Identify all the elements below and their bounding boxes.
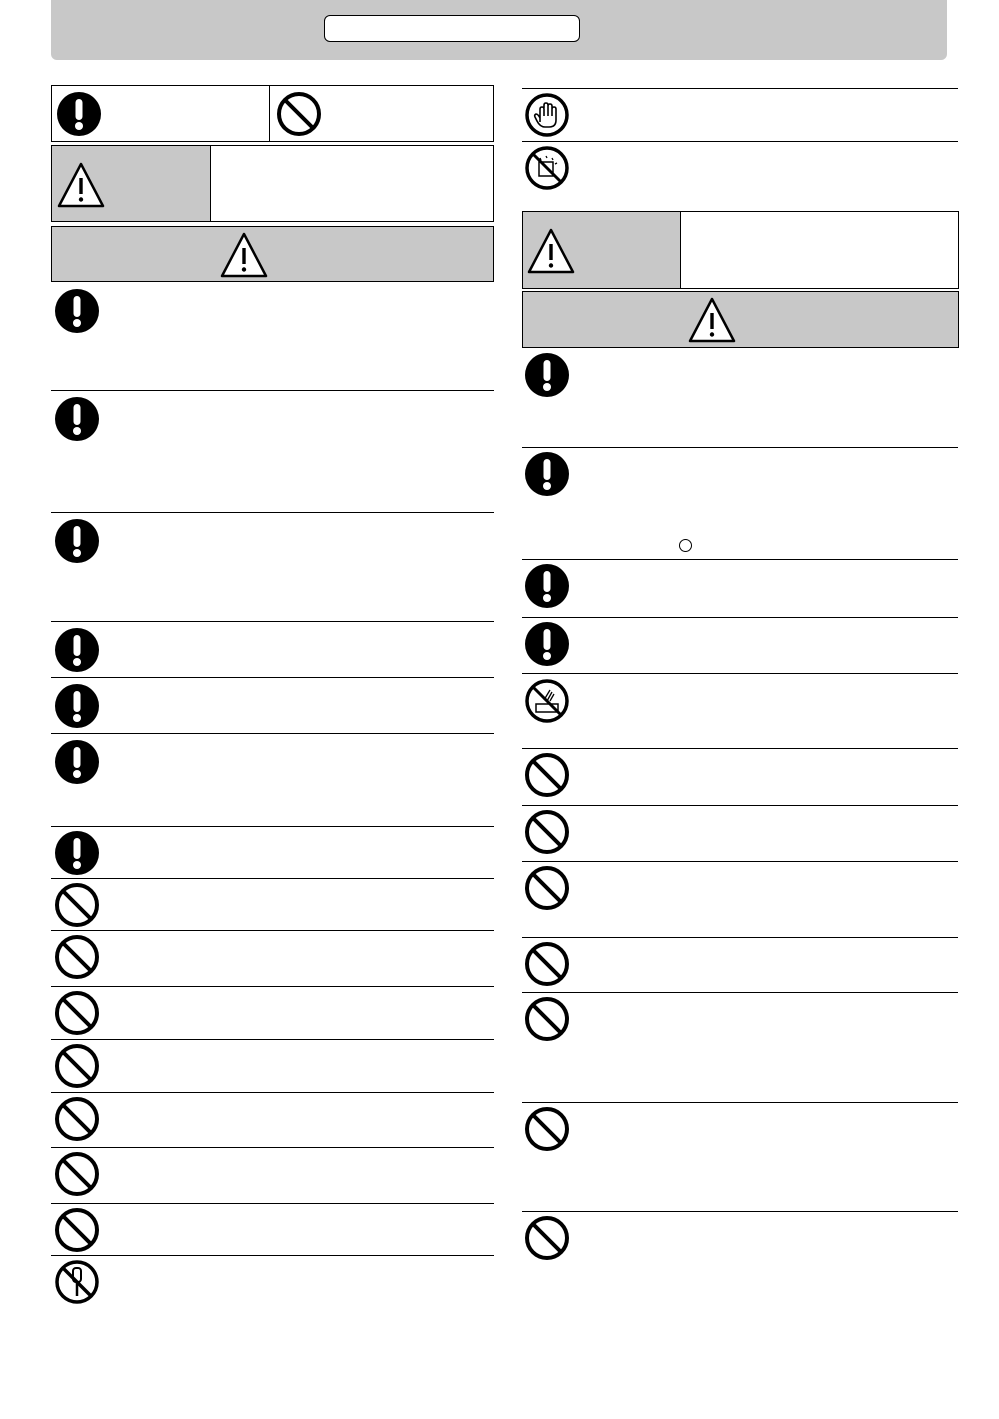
item-separator [522, 673, 958, 674]
caution-definition-box [51, 145, 494, 222]
no-wet-environment-icon [524, 145, 570, 191]
caution-definition-box [522, 211, 959, 289]
exclamation-icon [54, 830, 100, 876]
prohibition-icon [54, 1207, 100, 1253]
prohibition-icon [54, 934, 100, 980]
prohibition-icon [54, 882, 100, 928]
item-separator [522, 1102, 958, 1103]
item-separator [51, 930, 494, 931]
no-touch-hand-icon [524, 92, 570, 138]
prohibition-icon [54, 1151, 100, 1197]
item-separator [51, 677, 494, 678]
exclamation-icon [54, 396, 100, 442]
exclamation-icon [54, 739, 100, 785]
item-separator [522, 861, 958, 862]
prohibition-icon [524, 1106, 570, 1152]
prohibition-icon [524, 941, 570, 987]
warning-triangle-icon [687, 296, 737, 344]
legend-divider [269, 86, 270, 141]
page-title [324, 15, 580, 42]
exclamation-icon [54, 518, 100, 564]
exclamation-icon [524, 352, 570, 398]
symbol-legend [51, 85, 494, 142]
prohibition-icon [54, 990, 100, 1036]
exclamation-icon [56, 91, 102, 137]
prohibition-icon [54, 1043, 100, 1089]
item-separator [522, 88, 958, 89]
exclamation-icon [54, 627, 100, 673]
item-separator [51, 878, 494, 879]
item-separator [51, 986, 494, 987]
warning-triangle-icon [219, 231, 269, 279]
prohibition-icon [524, 752, 570, 798]
exclamation-icon [54, 683, 100, 729]
item-separator [522, 805, 958, 806]
item-separator [522, 617, 958, 618]
warning-triangle-icon [526, 227, 576, 275]
caution-section-header [522, 291, 959, 348]
item-separator [51, 621, 494, 622]
small-circle-mark [679, 539, 692, 552]
item-separator [51, 1203, 494, 1204]
prohibition-icon [524, 996, 570, 1042]
prohibition-icon [524, 865, 570, 911]
prohibition-icon [54, 1096, 100, 1142]
item-separator [522, 937, 958, 938]
exclamation-icon [524, 451, 570, 497]
item-separator [51, 733, 494, 734]
no-water-icon [524, 678, 570, 724]
item-separator [522, 1211, 958, 1212]
item-separator [522, 992, 958, 993]
exclamation-icon [524, 563, 570, 609]
item-separator [51, 512, 494, 513]
item-separator [51, 826, 494, 827]
item-separator [522, 748, 958, 749]
exclamation-icon [54, 288, 100, 334]
no-disassembly-icon [54, 1259, 100, 1305]
item-separator [51, 1147, 494, 1148]
header-banner [51, 0, 947, 60]
prohibition-icon [276, 91, 322, 137]
exclamation-icon [524, 621, 570, 667]
warning-triangle-icon [56, 161, 106, 209]
item-separator [522, 141, 958, 142]
item-separator [51, 390, 494, 391]
item-separator [51, 1039, 494, 1040]
item-separator [522, 559, 958, 560]
prohibition-icon [524, 809, 570, 855]
item-separator [51, 1255, 494, 1256]
item-separator [522, 447, 958, 448]
item-separator [51, 1092, 494, 1093]
caution-section-header [51, 226, 494, 282]
prohibition-icon [524, 1215, 570, 1261]
